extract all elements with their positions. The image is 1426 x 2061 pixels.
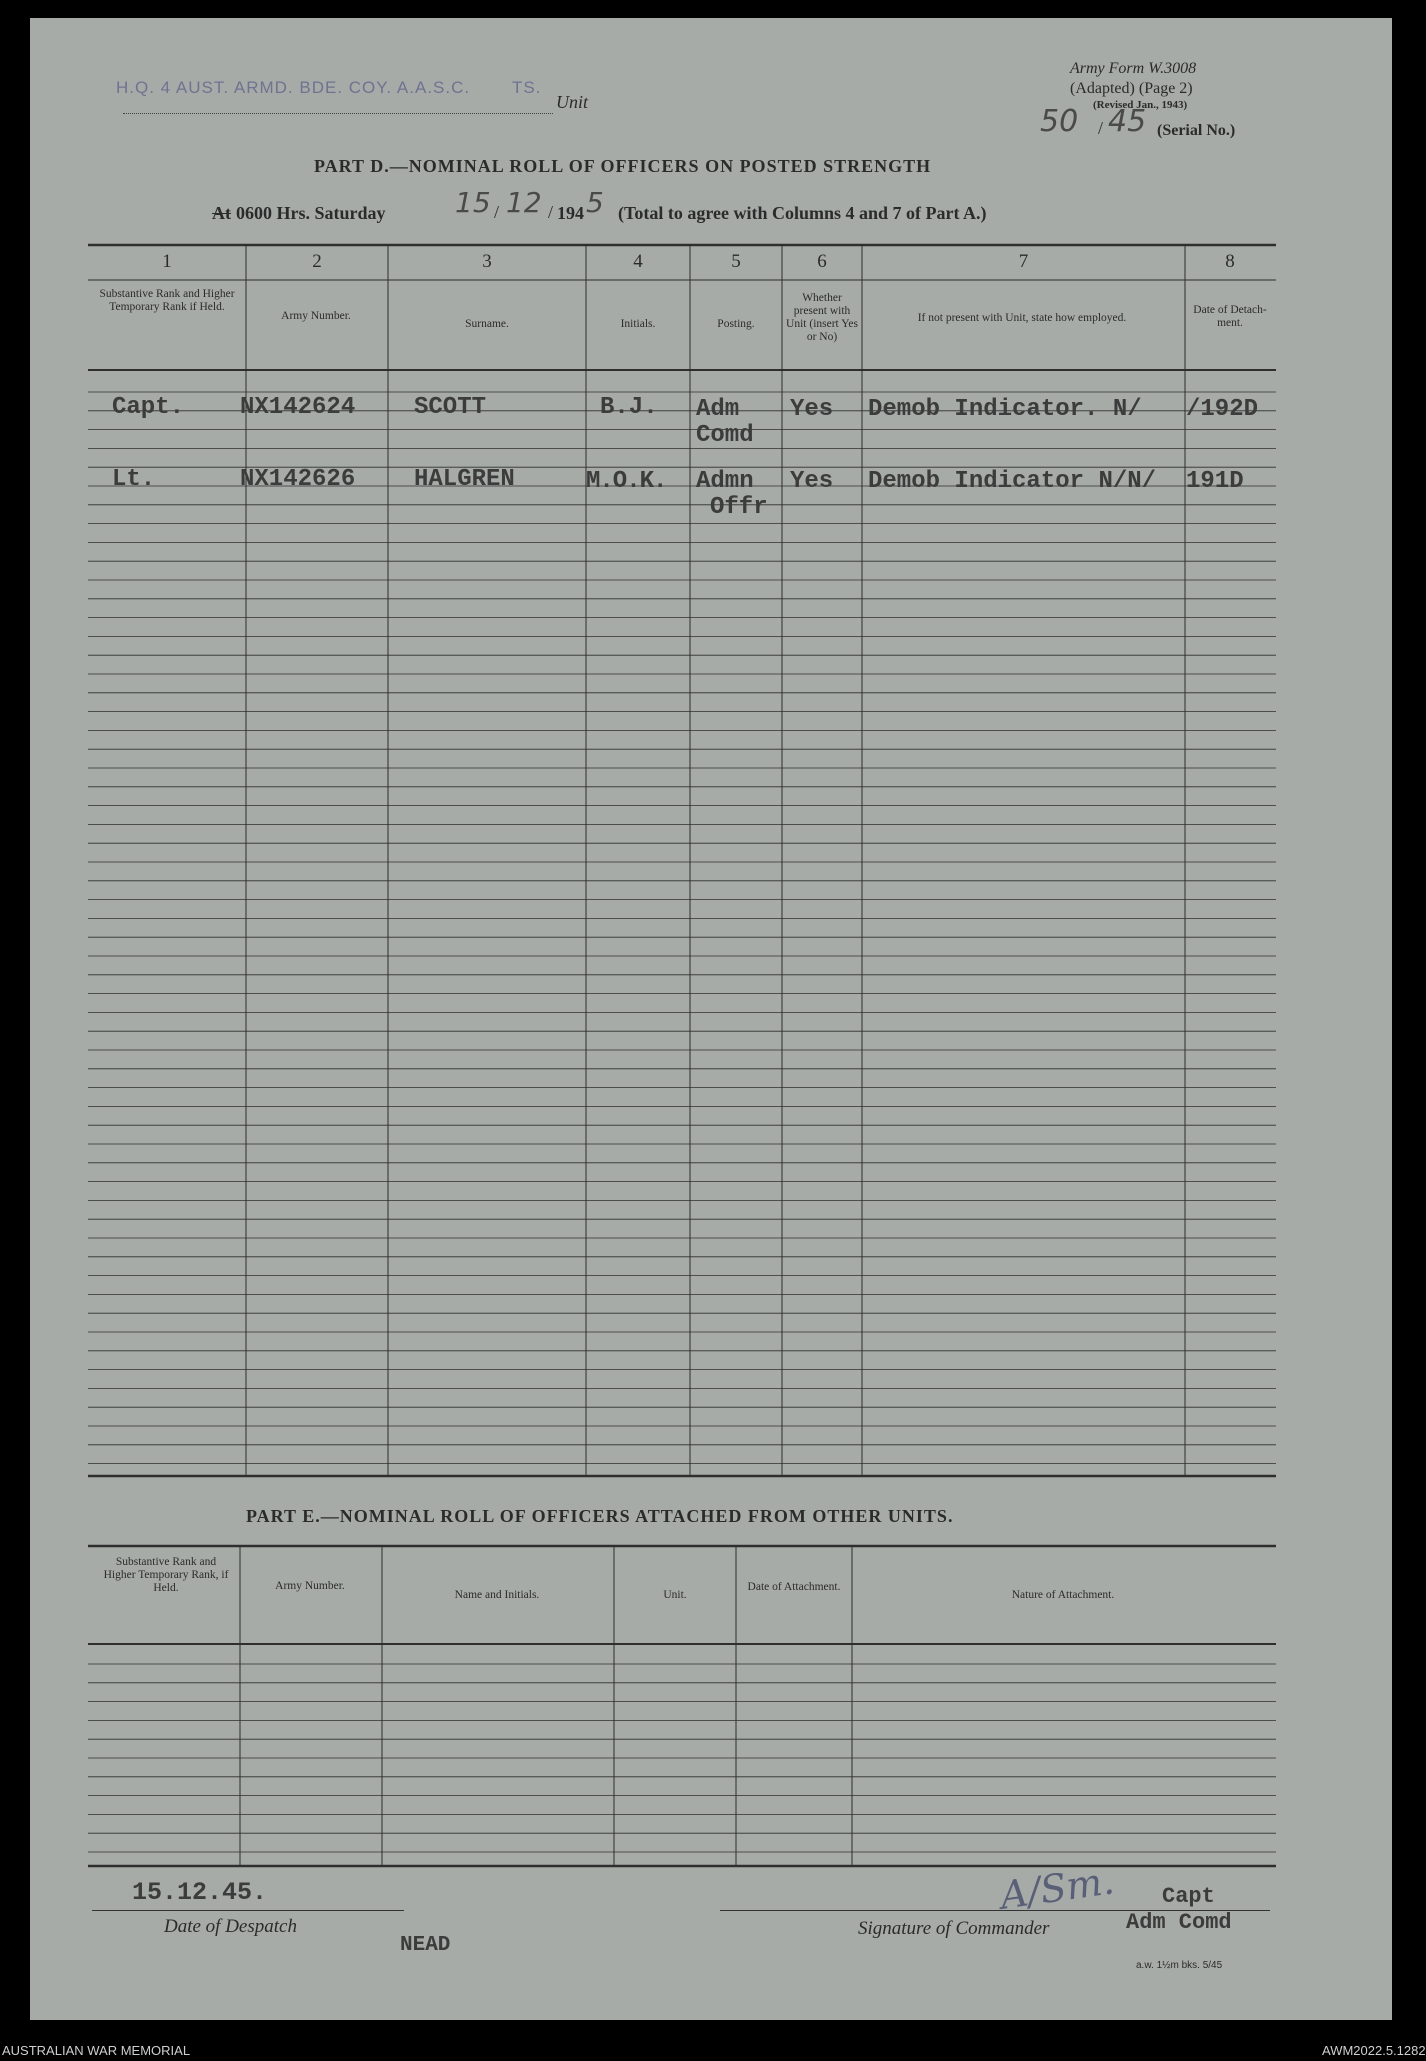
header-initials: Initials. xyxy=(620,318,656,330)
col-number-2: 2 xyxy=(312,251,322,272)
footer-right: AWM2022.5.1282 xyxy=(1322,2043,1426,2058)
serial-second: 45 xyxy=(1108,104,1147,139)
header-detachment: Date of Detach-ment. xyxy=(1193,304,1267,329)
unit-stamp-ts: TS. xyxy=(512,78,542,97)
part-e-header-rank: Substantive Rank and Higher Temporary Rank, if Held. xyxy=(103,1556,229,1594)
header-rank: Substantive Rank and Higher Temporary Rank if Held. xyxy=(99,288,235,313)
row-1-posting-line-2: Comd xyxy=(696,422,754,449)
part-e-header-unit: Unit. xyxy=(663,1589,687,1601)
unit-label: Unit xyxy=(556,92,589,112)
col-number-3: 3 xyxy=(482,251,492,272)
row-2-detachment: 191D xyxy=(1186,468,1244,495)
col-number-8: 8 xyxy=(1225,251,1235,272)
serial-first: 50 xyxy=(1040,104,1079,139)
row-2-rank: Lt. xyxy=(112,466,156,493)
header-posting: Posting. xyxy=(717,318,755,330)
col-number-6: 6 xyxy=(817,251,827,272)
nead-typed: NEAD xyxy=(400,1934,451,1957)
footer-left: AUSTRALIAN WAR MEMORIAL xyxy=(2,2043,191,2058)
date-month: 12 xyxy=(506,186,542,219)
year-prefix: 194 xyxy=(557,203,584,223)
col-number-1: 1 xyxy=(162,251,172,272)
form-name: Army Form W.3008 xyxy=(1070,60,1197,77)
serial-label: (Serial No.) xyxy=(1157,122,1236,139)
printer-note: a.w. 1½m bks. 5/45 xyxy=(1136,1960,1223,1971)
row-1-present: Yes xyxy=(790,396,834,423)
year-digit: 5 xyxy=(586,186,604,219)
header-present: Whether present with Unit (insert Yes or No) xyxy=(786,292,858,343)
date-day: 15 xyxy=(455,186,491,219)
despatch-line xyxy=(92,1910,404,1911)
row-1-army-number: NX142624 xyxy=(240,394,356,421)
row-2-army-number: NX142626 xyxy=(240,466,356,493)
part-e-header-army-number: Army Number. xyxy=(275,1580,345,1592)
part-e-header-nature: Nature of Attachment. xyxy=(1011,1589,1115,1601)
header-surname: Surname. xyxy=(465,318,509,330)
col-number-4: 4 xyxy=(633,251,643,272)
part-e-header-name: Name and Initials. xyxy=(454,1589,540,1601)
signature-label: Signature of Commander xyxy=(858,1918,1050,1939)
rank-typed: Capt xyxy=(1162,1884,1215,1909)
row-1-initials: B.J. xyxy=(600,394,658,421)
unit-stamp: H.Q. 4 AUST. ARMD. BDE. COY. A.A.S.C. xyxy=(116,78,471,97)
row-1-surname: SCOTT xyxy=(414,394,487,421)
row-2-posting-line-1: Admn xyxy=(696,468,754,495)
row-2-initials: M.O.K. xyxy=(586,468,667,495)
row-1-rank: Capt. xyxy=(112,394,185,421)
total-note: (Total to agree with Columns 4 and 7 of Part A.) xyxy=(618,203,987,223)
row-2-present: Yes xyxy=(790,468,834,495)
row-1-posting-line-1: Adm xyxy=(696,396,740,423)
at-struck-out: At xyxy=(212,203,231,223)
part-e-header-attachment-date: Date of Attachment. xyxy=(747,1581,841,1593)
appointment-typed: Adm Comd xyxy=(1126,1910,1232,1935)
header-employed: If not present with Unit, state how employed. xyxy=(917,312,1127,324)
header-army-number: Army Number. xyxy=(281,310,351,322)
commander-signature: A/Sm. xyxy=(997,1858,1117,1918)
col-number-7: 7 xyxy=(1018,251,1029,272)
row-2-surname: HALGREN xyxy=(414,466,515,493)
despatch-label: Date of Despatch xyxy=(164,1916,297,1937)
part-e-title: PART E.—NOMINAL ROLL OF OFFICERS ATTACHED FROM OTHER UNITS. xyxy=(246,1506,954,1526)
row-2-employed: Demob Indicator N/N/ xyxy=(868,468,1157,495)
row-2-posting-line-2: Offr xyxy=(710,494,768,521)
col-number-5: 5 xyxy=(731,251,741,272)
row-1-detachment: /192D xyxy=(1186,396,1259,423)
unit-dotted-line xyxy=(123,113,553,114)
form-adapted: (Adapted) (Page 2) xyxy=(1070,80,1193,97)
part-d-title: PART D.—NOMINAL ROLL OF OFFICERS ON POSTED STRENGTH xyxy=(314,156,932,176)
row-1-employed: Demob Indicator. N/ xyxy=(868,396,1142,423)
form-revised: (Revised Jan., 1943) xyxy=(1093,99,1188,111)
despatch-date: 15.12.45. xyxy=(132,1878,268,1907)
time-text: 0600 Hrs. Saturday xyxy=(236,203,386,223)
